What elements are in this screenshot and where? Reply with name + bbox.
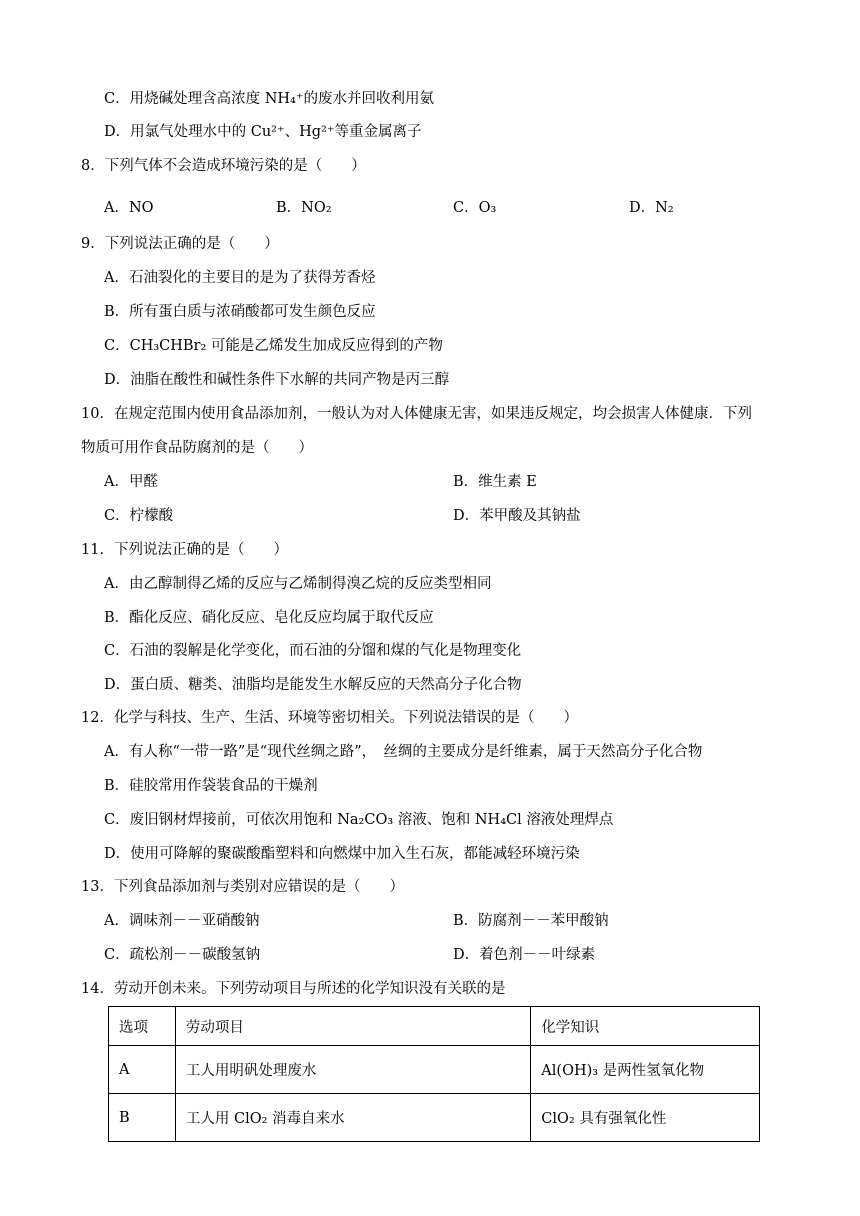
q11-option-a: A．由乙醇制得乙烯的反应与乙烯制得溴乙烷的反应类型相同 [104,576,492,592]
table-header-row [109,1007,760,1046]
q13-option-c: C．疏松剂－－碳酸氢钠 [104,947,261,963]
q9-option-a: A．石油裂化的主要目的是为了获得芳香烃 [104,270,376,286]
table-cell: Al(OH)₃ 是两性氢氧化物 [531,1046,760,1094]
q9-option-b: B．所有蛋白质与浓硝酸都可发生颜色反应 [104,304,376,320]
q8-options [104,196,784,220]
q9-option-d: D．油脂在酸性和碱性条件下水解的共同产物是丙三醇 [104,372,450,388]
table-header-cell: 化学知识 [531,1007,760,1046]
q10-option-d: D．苯甲酸及其钠盐 [453,508,581,524]
q8-option-c: C．O₃ [453,200,497,216]
q10-option-b: B．维生素 E [453,474,537,490]
table-header-cell: 劳动项目 [175,1007,530,1046]
q8-option-b: B．NO₂ [276,200,332,216]
q10-option-c: C．柠檬酸 [104,508,174,524]
q12-option-d: D．使用可降解的聚碳酸酯塑料和向燃煤中加入生石灰，都能减轻环境污染 [104,846,580,862]
q11-option-c: C．石油的裂解是化学变化，而石油的分馏和煤的气化是物理变化 [104,643,522,659]
q13-option-b: B．防腐剂－－苯甲酸钠 [453,913,609,929]
q8-option-d: D．N₂ [629,200,674,216]
table-header-cell: 选项 [109,1007,176,1046]
q10-stem-line1: 10．在规定范围内使用食品添加剂，一般认为对人体健康无害，如果违反规定，均会损害人体健康．下列 [81,406,752,422]
q13-option-d: D．着色剂－－叶绿素 [453,947,596,963]
q10-stem-line2: 物质可用作食品防腐剂的是（ ） [81,440,313,456]
q11-option-b: B．酯化反应、硝化反应、皂化反应均属于取代反应 [104,610,434,626]
table-cell: B [109,1094,176,1142]
table-cell: 工人用 ClO₂ 消毒自来水 [175,1094,530,1142]
q8-option-a: A．NO [104,200,154,216]
table-cell: 工人用明矾处理废水 [175,1046,530,1094]
q12-option-a: A．有人称“一带一路”是“现代丝绸之路”， 丝绸的主要成分是纤维素，属于天然高分子化合物 [104,744,703,760]
q7-option-c: C．用烧碱处理含高浓度 NH₄⁺的废水并回收利用氨 [104,91,435,107]
q12-stem: 12．化学与科技、生产、生活、环境等密切相关。下列说法错误的是（ ） [81,710,578,726]
table-cell: ClO₂ 具有强氧化性 [531,1094,760,1142]
q10-option-a: A．甲醛 [104,474,158,490]
q7-option-d: D．用氯气处理水中的 Cu²⁺、Hg²⁺等重金属离子 [104,124,422,140]
q12-option-b: B．硅胶常用作袋装食品的干燥剂 [104,778,318,794]
q11-stem: 11．下列说法正确的是（ ） [81,542,288,558]
q14-stem: 14．劳动开创未来。下列劳动项目与所述的化学知识没有关联的是 [81,981,506,997]
table-row [109,1046,760,1094]
q14-table [108,1006,760,1142]
q12-option-c: C．废旧钢材焊接前，可依次用饱和 Na₂CO₃ 溶液、饱和 NH₄Cl 溶液处理焊点 [104,812,614,828]
q9-stem: 9．下列说法正确的是（ ） [81,236,279,252]
q9-option-c: C．CH₃CHBr₂ 可能是乙烯发生加成反应得到的产物 [104,338,443,354]
q13-stem: 13．下列食品添加剂与类别对应错误的是（ ） [81,879,404,895]
q8-stem: 8．下列气体不会造成环境污染的是（ ） [81,158,366,174]
table-cell: A [109,1046,176,1094]
table-row [109,1094,760,1142]
q13-option-a: A．调味剂－－亚硝酸钠 [104,913,260,929]
q11-option-d: D．蛋白质、糖类、油脂均是能发生水解反应的天然高分子化合物 [104,677,522,693]
